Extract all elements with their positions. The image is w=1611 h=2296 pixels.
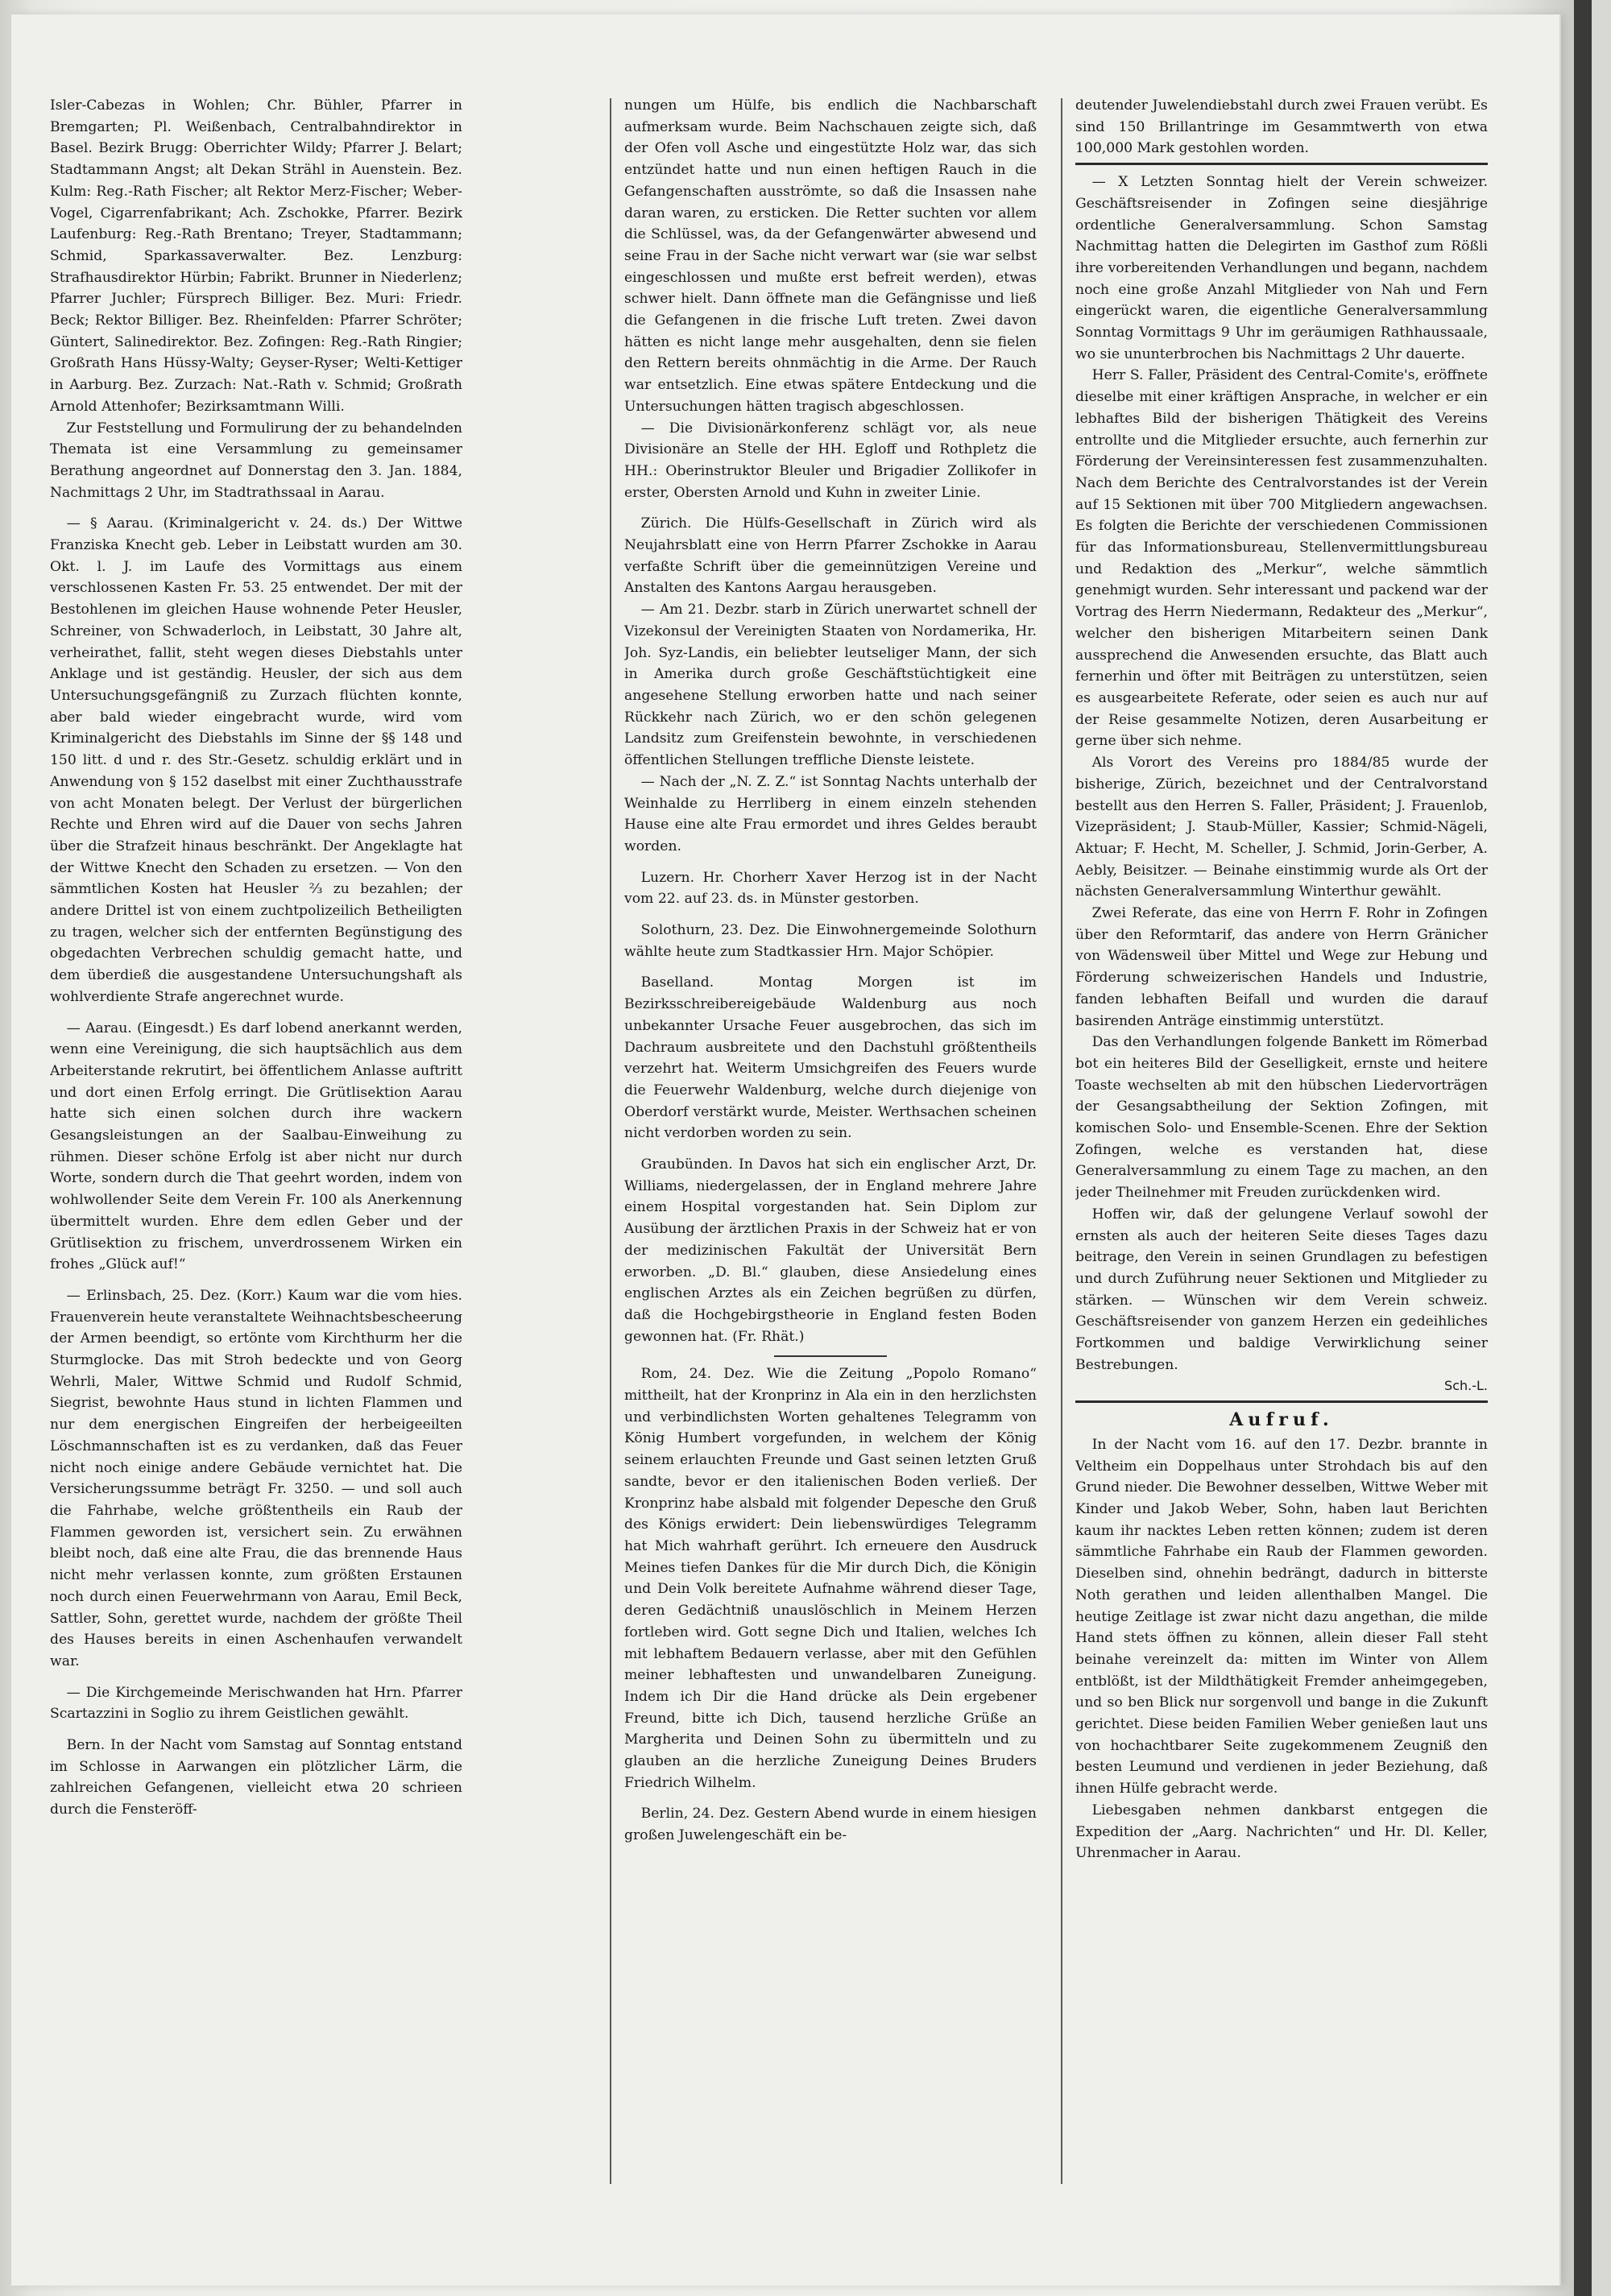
article-bern-continued: nungen um Hülfe, bis endlich die Nachbarschaft aufmerksam wurde. Beim Nachschauen zeigte sich, daß der Ofen voll Asche und eingestützte Holz war, das sich entzündet hatte und nun einen heftigen Rauch in die Gefangenschaften ausströmte, so daß die Insassen nahe daran waren, zu ersticken. Die Retter suchten vor allem die Schlüssel, was, da der Gefangenwärter abwesend und seine Frau in der Sache nicht verwart war (sie war selbst eingeschlossen und mußte erst befreit werden), etwas schwer hielt. Dann öffnete man die Gefängnisse und ließ die Gefangenen in die frische Luft treten. Zwei davon hätten es nicht lange mehr ausgehalten, denn sie fielen den Rettern bereits ohnmächtig in die Arme. Der Rauch war entsetzlich. Eine etwas spätere Entdeckung und die Untersuchungen hätten tragisch abgeschlossen.	[624, 97, 1037, 415]
association-banquet: Das den Verhandlungen folgende Bankett im Römerbad bot ein heiteres Bild der Geselligkeit, ernste und heitere Toaste wechselten ab mit den hübschen Liedervorträgen der Gesangsabtheilung der Sektion Zofingen, mit komischen Solo- und Ensemble-Scenen. Ehre der Sektion Zofingen, welche es verstanden hat, diese Generalversammlung zu einem Tage zu machen, an den jeder Theilnehmer mit Freuden zurückdenken wird.	[1075, 1034, 1488, 1202]
section-separator	[774, 1355, 887, 1357]
article-solothurn: Solothurn, 23. Dez. Die Einwohnergemeinde Solothurn wählte heute zum Stadtkassier Hrn. Major Schöpier.	[624, 922, 1037, 960]
appeal-separator	[1075, 1400, 1488, 1403]
right-binding-shadow	[1574, 0, 1592, 2296]
adjacent-page-edge	[1592, 0, 1611, 2296]
appeal-heading: Aufruf.	[1229, 1409, 1334, 1431]
article-rom-telegram: Rom, 24. Dez. Wie die Zeitung „Popolo Romano“ mittheilt, hat der Kronprinz in Ala ein in den herzlichsten und verbindlichsten Worten gehaltenes Telegramm von König Humbert vorgefunden, in welchem der König seinem erlauchten Freunde und Gast seinen letzten Gruß sandte, bevor er den italienischen Boden verließ. Der Kronprinz habe alsbald mit folgender Depesche den Gruß des Königs erwidert: Dein liebenswürdiges Telegramm hat Mich wahrhaft gerührt. Ich erneuere den Ausdruck Meines tiefen Dankes für die Mir durch Dich, die Königin und Dein Volk bereitete Aufnahme während dieser Tage, deren Gedächtniß unauslöschlich in Meinem Herzen fortleben wird. Gott segne Dich und Italien, welches Ich mit lebhaftem Bedauern verlasse, aber mit den Gefühlen meiner lebhaftesten und unwandelbaren Zuneigung. Indem ich Dir die Hand drücke als Dein ergebener Freund, bitte ich Dich, tausend herzliche Grüße an Margherita und Deinen Sohn zu übermitteln und zu glauben an die herzliche Zuneigung Deines Bruders Friedrich Wilhelm.	[624, 1366, 1037, 1791]
association-closing: Hoffen wir, daß der gelungene Verlauf sowohl der ernsten als auch der heiteren Seite dieses Tages dazu beitrage, den Verein in seinen Grundlagen zu befestigen und durch Zuführung neuer Sektionen und Mitglieder zu stärken. — Wünschen wir dem Verein schweiz. Geschäftsreisender von ganzem Herzen ein gedeihliches Fortkommen und baldige Verwirklichung seiner Bestrebungen.	[1075, 1206, 1488, 1373]
column-left	[50, 95, 462, 2261]
column-rule-right	[1061, 98, 1062, 2184]
article-aarau-gruetli: — Aarau. (Eingesdt.) Es darf lobend anerkannt werden, wenn eine Vereinigung, die sich hauptsächlich aus dem Arbeiterstande rekrutirt, bei öffentlichem Anlasse auftritt und dort einen Erfolg erringt. Die Grütlisektion Aarau hatte sich einen solchen durch ihre wackern Gesangsleistungen an der Saalbau-Einweihung zu rühmen. Dieser schöne Erfolg ist aber nicht nur durch Worte, sondern durch die That geehrt worden, indem von wohlwollender Seite dem Verein Fr. 100 als Anerkennung übermittelt wurden. Ehre dem edlen Geber und der Grütlisektion zu frischem, unverdrossenem Wirken ein frohes „Glück auf!“	[50, 1020, 462, 1273]
association-board-election: Als Vorort des Vereins pro 1884/85 wurde der bisherige, Zürich, bezeichnet und der Centralvorstand bestellt aus den Herren S. Faller, Präsident; J. Frauenlob, Vizepräsident; J. Staub-Müller, Kassier; Schmid-Nägeli, Aktuar; F. Hecht, M. Scheller, J. Schmid, Jorin-Gerber, A. Aebly, Beisitzer. — Beinahe einstimmig wurde als Ort der nächsten Generalversammlung Winterthur gewählt.	[1075, 755, 1488, 900]
column-rule-left	[610, 98, 611, 2184]
article-graubuenden-davos: Graubünden. In Davos hat sich ein englischer Arzt, Dr. Williams, niedergelassen, der in England mehrere Jahre einem Hospital vorgestanden hat. Sein Diplom zur Ausübung der ärztlichen Praxis in der Schweiz hat er von der medizinischen Fakultät der Universität Bern erworben. „D. Bl.“ glauben, diese Ansiedelung eines englischen Arztes als ein Zeichen begrüßen zu dürfen, daß die Hochgebirgstheorie in England festen Boden gewonnen hat. (Fr. Rhät.)	[624, 1156, 1037, 1345]
article-separator	[1075, 163, 1488, 165]
appeal-donations: Liebesgaben nehmen dankbarst entgegen die Expedition der „Aarg. Nachrichten“ und Hr. Dl. Keller, Uhrenmacher in Aarau.	[1075, 1802, 1488, 1862]
article-division-conference: — Die Divisionärkonferenz schlägt vor, als neue Divisionäre an Stelle der HH. Egloff und Rothpletz die HH.: Oberinstruktor Bleuler und Brigadier Zollikofer in erster, Obersten Arnold und Kuhn in zweiter Linie.	[624, 420, 1037, 501]
article-zurich-vice-consul: — Am 21. Dezbr. starb in Zürich unerwartet schnell der Vizekonsul der Vereinigten Staaten von Nordamerika, Hr. Joh. Syz-Landis, ein beliebter leutseliger Mann, der sich in Amerika durch große Geschäftstüchtigkeit eine angesehene Stellung erworben hatte und nach seiner Rückkehr nach Zürich, wo er den schön gelegenen Landsitz zum Greifenstein bewohnte, in verschiedenen öffentlichen Stellungen treffliche Dienste leistete.	[624, 602, 1037, 769]
article-traveller-association: — X Letzten Sonntag hielt der Verein schweizer. Geschäftsreisender in Zofingen seine diesjährige ordentliche Generalversammlung. Schon Samstag Nachmittag hatten die Delegirten im Gasthof zum Rößli ihre vorbereitenden Verhandlungen und begann, nachdem noch eine große Anzahl Mitglieder von Nah und Fern eingerückt waren, die eigentliche Generalversammlung Sonntag Vormittags 9 Uhr im geräumigen Rathhaussaale, wo sie ununterbrochen bis Nachmittags 2 Uhr dauerte.	[1075, 174, 1488, 362]
article-merischwanden-pastor: — Die Kirchgemeinde Merischwanden hat Hrn. Pfarrer Scartazzini in Soglio zu ihrem Geistlichen gewählt.	[50, 1684, 462, 1723]
article-berlin-continued: deutender Juwelendiebstahl durch zwei Frauen verübt. Es sind 150 Brillantringe im Gesammtwerth von etwa 100,000 Mark gestohlen worden.	[1075, 97, 1488, 157]
appeal-veltheim-fire: In der Nacht vom 16. auf den 17. Dezbr. brannte in Veltheim ein Doppelhaus unter Strohdach bis auf den Grund nieder. Die Bewohner desselben, Wittwe Weber mit Kinder und Jakob Weber, Sohn, haben laut Berichten kaum ihr nacktes Leben retten können; zudem ist deren sämmtliche Fahrhabe ein Raub der Flammen geworden. Dieselben sind, ohnehin bedrängt, dadurch in bitterste Noth gerathen und leiden allenthalben Mangel. Die heutige Zeitlage ist zwar nicht dazu angethan, die milde Hand stets öffnen zu können, allein dieser Fall steht beinahe vereinzelt da: mitten im Winter von Allem entblößt, ist der Mildthätigkeit Fremder anheimgegeben, und so ben Blick nur sorgenvoll und bange in die Zukunft gerichtet. Diese beiden Familien Weber genießen laut uns von hochachtbarer Seite zugekommenem Zeugniß den besten Leumund und verdienen in jeder Beziehung, daß ihnen Hülfe gebracht werde.	[1075, 1436, 1488, 1797]
article-berlin: Berlin, 24. Dez. Gestern Abend wurde in einem hiesigen großen Juwelengeschäft ein be-	[624, 1806, 1037, 1844]
article-luzern: Luzern. Hr. Chorherr Xaver Herzog ist in der Nacht vom 22. auf 23. ds. in Münster gestorben.	[624, 869, 1037, 908]
article-baselland-fire: Baselland. Montag Morgen ist im Bezirksschreibereigebäude Waldenburg aus noch unbekannter Ursache Feuer ausgebrochen, das sich im Dachraum ausbreitete und den Dachstuhl größtentheils verzehrt hat. Weiterm Umsichgreifen des Feuers wurde die Feuerwehr Waldenburg, welche durch diejenige von Oberdorf verstärkt wurde, Meister. Werthsachen scheinen nicht verdorben worden zu sein.	[624, 974, 1037, 1142]
article-signature: Sch.-L.	[1444, 1378, 1488, 1394]
column-right	[1075, 95, 1488, 2261]
meeting-announcement: Zur Feststellung und Formulirung der zu behandelnden Themata ist eine Versammlung zu gemeinsamer Berathung angeordnet auf Donnerstag den 3. Jan. 1884, Nachmittags 2 Uhr, im Stadtrathssaal in Aarau.	[50, 420, 462, 501]
association-papers: Zwei Referate, das eine von Herrn F. Rohr in Zofingen über den Reformtarif, das andere von Herrn Gränicher von Wädensweil über Mittel und Wege zur Hebung und Förderung schweizerischen Handels und Industrie, fanden lebhaften Beifall und wurden die darauf basirenden Anträge einstimmig unterstützt.	[1075, 905, 1488, 1029]
association-president-speech: Herr S. Faller, Präsident des Central-Comite's, eröffnete dieselbe mit einer kräftigen Ansprache, in welcher er ein lebhaftes Bild der bisherigen Thätigkeit des Vereins entrollte und die Mitglieder ersuchte, auch fernerhin zur Förderung der Vereinsinteressen fest zusammenzuhalten. Nach dem Berichte des Centralvorstandes ist der Verein auf 15 Sektionen mit über 700 Mitgliedern angewachsen. Es folgten die Berichte der verschiedenen Commissionen für das Informationsbureau, Stellenvermittlungsbureau und Redaktion des „Merkur“, welche sämmtlich genehmigt wurden. Sehr interessant und packend war der Vortrag des Herrn Niedermann, Redakteur des „Merkur“, welcher den bisherigen Mitarbeitern seinen Dank aussprechend die Anwesenden ersuchte, das Blatt auch fernerhin und öfter mit Beiträgen zu unterstützen, seien es ausgearbeitete Referate, oder seien es auch nur auf der Reise gesammelte Notizen, deren Ausarbeitung er gerne über sich nehme.	[1075, 367, 1488, 750]
article-erlinsbach-fire: — Erlinsbach, 25. Dez. (Korr.) Kaum war die vom hies. Frauenverein heute veranstaltete Weihnachtsbescheerung der Armen beendigt, so ertönte vom Kirchthurm her die Sturmglocke. Das mit Stroh bedeckte und von Georg Wehrli, Maler, Wittwe Schmid und Rudolf Schmid, Siegrist, bewohnte Haus stund in lichten Flammen und nur dem energischen Eingreifen der herbeigeeilten Löschmannschaften ist es zu verdanken, daß das Feuer nicht noch einige andere Gebäude vernichtet hat. Die Versicherungssumme beträgt Fr. 3250. — und soll auch die Fahrhabe, welche größtentheils ein Raub der Flammen geworden ist, versichert sein. Zu erwähnen bleibt noch, daß eine alte Frau, die das brennende Haus nicht mehr verlassen konnte, zum größten Erstaunen noch durch einen Feuerwehrmann von Aarau, Emil Beck, Sattler, Sohn, gerettet wurde, nachdem der größte Theil des Hauses bereits in einen Aschenhaufen verwandelt war.	[50, 1287, 462, 1669]
article-bern-aarwangen: Bern. In der Nacht vom Samstag auf Sonntag entstand im Schlosse in Aarwangen ein plötzlicher Lärm, die zahlreichen Gefangenen, vielleicht etwa 20 schrieen durch die Fensteröff-	[50, 1737, 462, 1818]
committee-member-list: Isler-Cabezas in Wohlen; Chr. Bühler, Pfarrer in Bremgarten; Pl. Weißenbach, Centralbahndirektor in Basel. Bezirk Brugg: Oberrichter Wildy; Pfarrer J. Belart; Stadtammann Angst; alt Dekan Strähl in Auenstein. Bez. Kulm: Reg.-Rath Fischer; alt Rektor Merz-Fischer; Weber-Vogel, Cigarrenfabrikant; Ach. Zschokke, Pfarrer. Bezirk Laufenburg: Reg.-Rath Brentano; Treyer, Stadtammann; Schmid, Sparkassaverwalter. Bez. Lenzburg: Strafhausdirektor Hürbin; Fabrikt. Brunner in Niederlenz; Pfarrer Juchler; Fürsprech Billiger. Bez. Muri: Friedr. Beck; Rektor Billiger. Bez. Rheinfelden: Pfarrer Schröter; Güntert, Salinedirektor. Bez. Zofingen: Reg.-Rath Ringier; Großrath Hans Hüssy-Walty; Geyser-Ryser; Welti-Kettiger in Aarburg. Bez. Zurzach: Nat.-Rath v. Schmid; Großrath Arnold Attenhofer; Bezirksamtmann Willi.	[50, 97, 462, 415]
column-middle	[624, 95, 1037, 2261]
article-herrliberg-murder: — Nach der „N. Z. Z.“ ist Sonntag Nachts unterhalb der Weinhalde zu Herrliberg in einem einzeln stehenden Hause eine alte Frau ermordet und ihres Geldes beraubt worden.	[624, 773, 1037, 854]
article-zurich-society: Zürich. Die Hülfs-Gesellschaft in Zürich wird als Neujahrsblatt eine von Herrn Pfarrer Zschokke in Aarau verfaßte Schrift über die gemeinnützigen Vereine und Anstalten des Kantons Aargau herausgeben.	[624, 515, 1037, 597]
article-aarau-criminal-court: — § Aarau. (Kriminalgericht v. 24. ds.) Der Wittwe Franziska Knecht geb. Leber in Leibstatt wurden am 30. Okt. l. J. im Laufe des Vormittags aus einem verschlossenen Kasten Fr. 53. 25 entwendet. Der mit der Bestohlenen im gleichen Hause wohnende Peter Heusler, Schreiner, von Schwaderloch, in Leibstatt, 30 Jahre alt, verheirathet, fallit, steht wegen dieses Diebstahls unter Anklage und ist geständig. Heusler, der sich aus dem Untersuchungsgefängniß zu Zurzach flüchten konnte, aber bald wieder eingebracht wurde, wird vom Kriminalgericht des Diebstahls im Sinne der §§ 148 und 150 litt. d und r. des Str.-Gesetz. schuldig erklärt und in Anwendung von § 152 daselbst mit einer Zuchthausstrafe von acht Monaten belegt. Der Verlust der bürgerlichen Rechte und Ehren wird auf die Dauer von sechs Jahren über die Strafzeit hinaus beschränkt. Der Angeklagte hat der Wittwe Knecht den Schaden zu ersetzen. — Von den sämmtlichen Kosten hat Heusler ⅔ zu bezahlen; der andere Drittel ist von einem zuchtpolizeilich Betheiligten zu tragen, welcher sich der entfernten Begünstigung des obgedachten Verbrechen schuldig gemacht hatte, und dem überdieß die ausgestandene Untersuchungshaft als wohlverdiente Strafe angerechnet wurde.	[50, 515, 462, 1005]
